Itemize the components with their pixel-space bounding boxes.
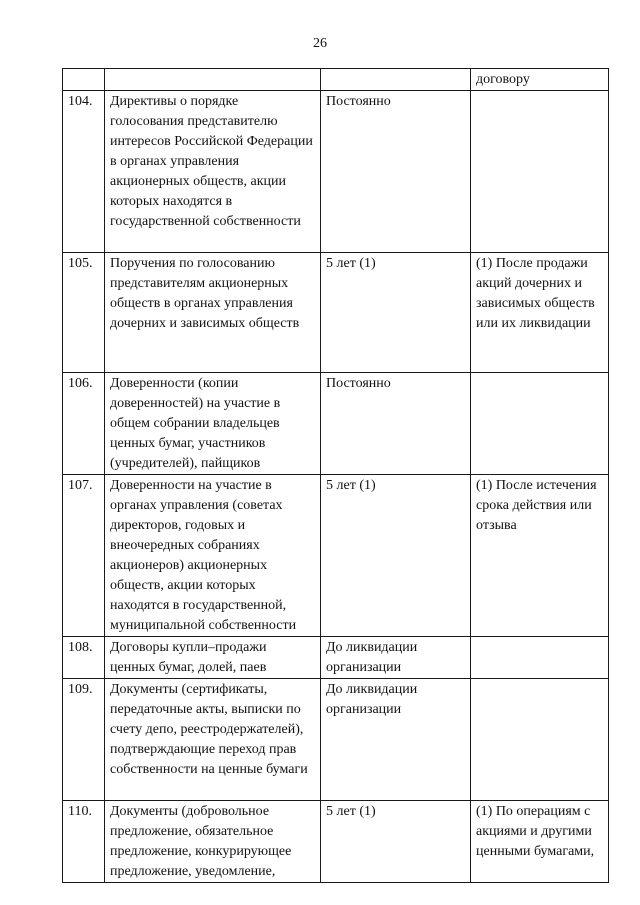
- row-number: 108.: [63, 637, 105, 679]
- row-note: [471, 91, 609, 253]
- table-row: [63, 373, 609, 475]
- row-storage-term: [321, 69, 471, 91]
- row-note: договору: [471, 69, 609, 91]
- row-number: [63, 69, 105, 91]
- row-number: 109.: [63, 679, 105, 801]
- row-note: (1) После продажи акций дочерних и зависимых обществ или их ликвидации: [471, 253, 609, 373]
- row-storage-term: Постоянно: [321, 91, 471, 253]
- row-note: (1) По операциям с акциями и другими ценными бумагами,: [471, 801, 609, 883]
- row-document-name: Доверенности на участие в органах управления (советах директоров, годовых и внеочередных собраниях акционеров) акционерных обществ, акции которых находятся в государственной, муниципальной собственности: [105, 475, 321, 637]
- row-number: 110.: [63, 801, 105, 883]
- page-number: 26: [313, 36, 327, 51]
- row-note: [471, 637, 609, 679]
- table-row: [63, 69, 609, 91]
- table-row: [63, 475, 609, 637]
- table-row: [63, 637, 609, 679]
- table-row: [63, 801, 609, 883]
- row-document-name: Документы (добровольное предложение, обязательное предложение, конкурирующее предложение, уведомление,: [105, 801, 321, 883]
- row-note: [471, 373, 609, 475]
- row-document-name: Договоры купли–продажи ценных бумаг, долей, паев: [105, 637, 321, 679]
- row-storage-term: 5 лет (1): [321, 801, 471, 883]
- row-number: 104.: [63, 91, 105, 253]
- row-storage-term: Постоянно: [321, 373, 471, 475]
- row-storage-term: До ликвидации организации: [321, 637, 471, 679]
- row-document-name: [105, 69, 321, 91]
- row-number: 105.: [63, 253, 105, 373]
- row-document-name: Доверенности (копии доверенностей) на участие в общем собрании владельцев ценных бумаг, участников (учредителей), пайщиков: [105, 373, 321, 475]
- row-document-name: Документы (сертификаты, передаточные акты, выписки по счету депо, реестродержателей), подтверждающие переход прав собственности на ценные бумаги: [105, 679, 321, 801]
- table-row: [63, 253, 609, 373]
- row-note: [471, 679, 609, 801]
- table-row: [63, 91, 609, 253]
- row-number: 107.: [63, 475, 105, 637]
- row-storage-term: 5 лет (1): [321, 475, 471, 637]
- records-table: [62, 68, 609, 883]
- row-document-name: Директивы о порядке голосования представителю интересов Российской Федерации в органах управления акционерных обществ, акции которых находятся в государственной собственности: [105, 91, 321, 253]
- row-number: 106.: [63, 373, 105, 475]
- row-storage-term: 5 лет (1): [321, 253, 471, 373]
- row-note: (1) После истечения срока действия или отзыва: [471, 475, 609, 637]
- table-row: [63, 679, 609, 801]
- row-document-name: Поручения по голосованию представителям акционерных обществ в органах управления дочерних и зависимых обществ: [105, 253, 321, 373]
- row-storage-term: До ликвидации организации: [321, 679, 471, 801]
